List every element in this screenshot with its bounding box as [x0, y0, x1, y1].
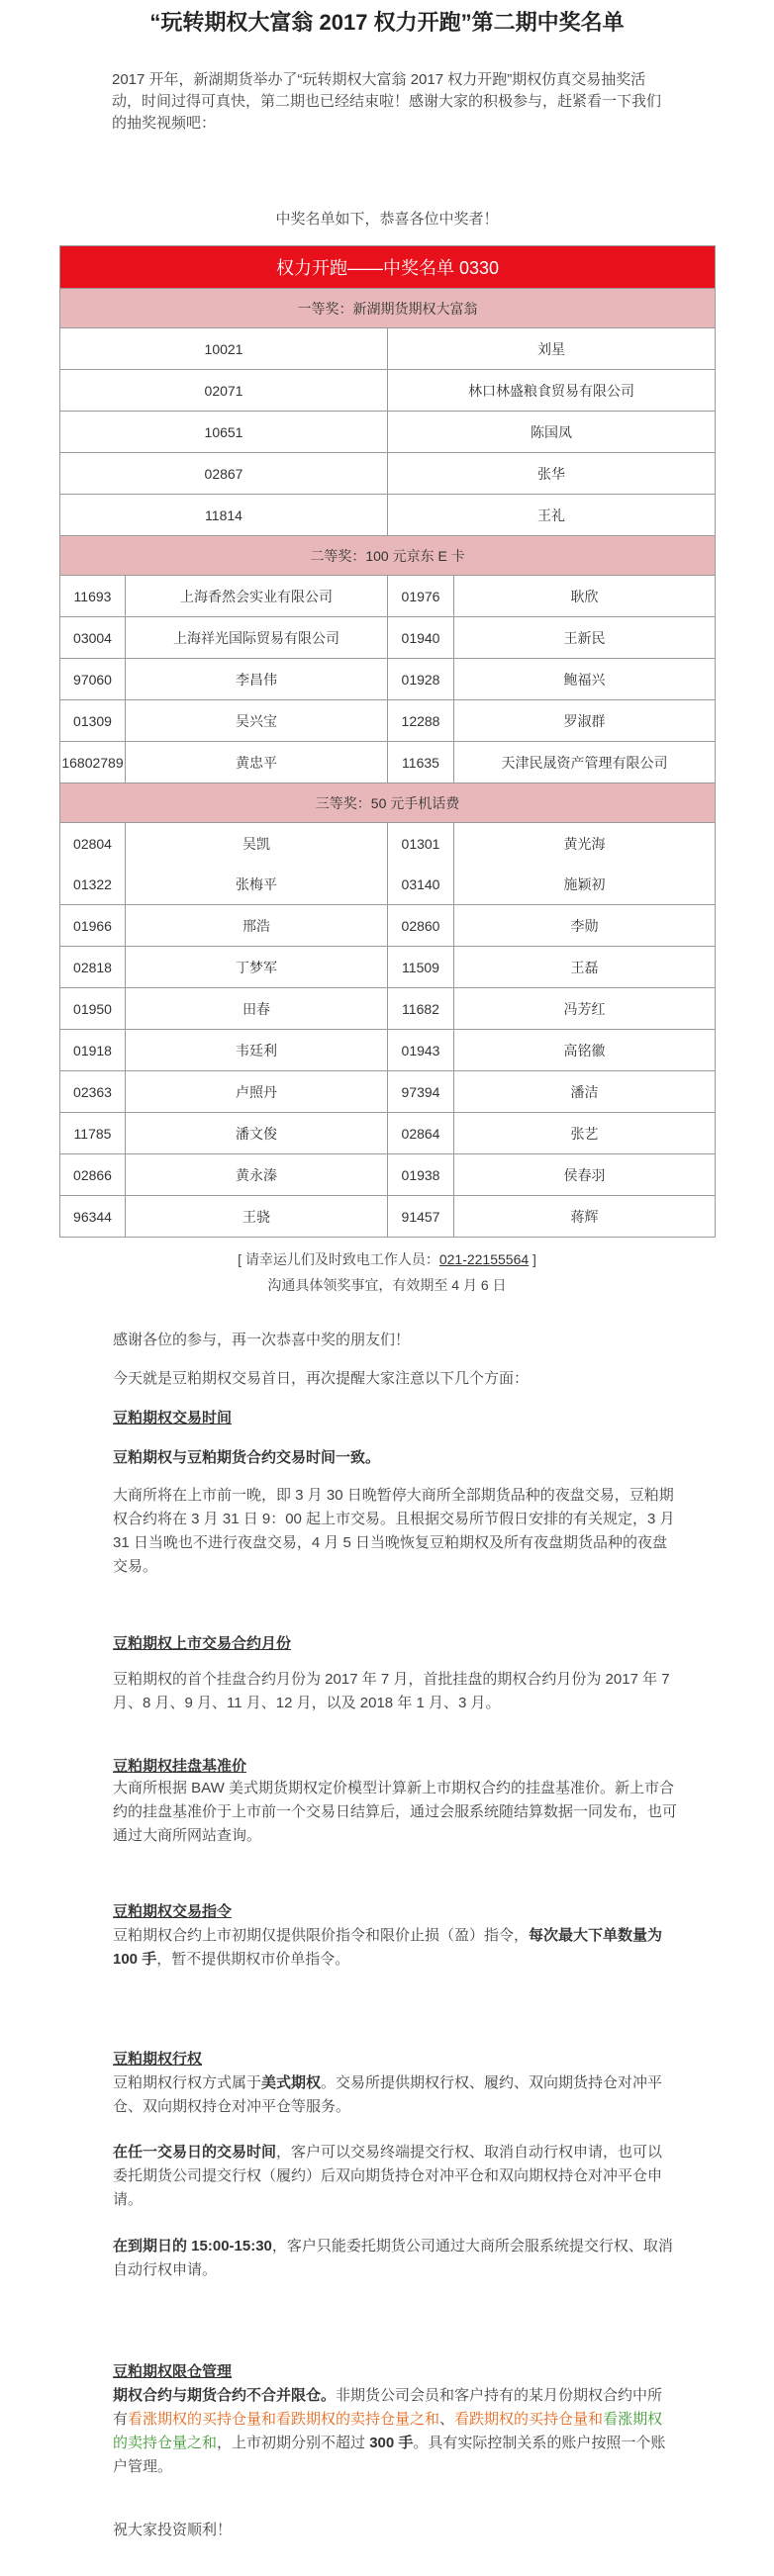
winner-id: 01938 [388, 1154, 454, 1196]
winner-name: 高铭徽 [454, 1030, 716, 1071]
winner-id: 02071 [60, 370, 388, 412]
table-row [60, 617, 716, 659]
table-row [60, 412, 716, 453]
table-row [60, 495, 716, 536]
table-row [60, 1071, 716, 1113]
winner-id: 01301 [388, 823, 454, 865]
winner-name: 蒋辉 [454, 1196, 716, 1238]
winner-id: 02804 [60, 823, 126, 865]
thanks-text: 感谢各位的参与，再一次恭喜中奖的朋友们！ [113, 1332, 411, 1348]
winner-name: 李勋 [454, 905, 716, 947]
order-types-text-a: 豆粕期权合约上市初期仅提供限价指令和限价止损（盈）指令， [113, 1927, 530, 1944]
winner-id: 12288 [388, 700, 454, 742]
exercise-p2 [113, 2141, 677, 2212]
table-row [60, 864, 716, 905]
winner-id: 02864 [388, 1113, 454, 1154]
table-row [60, 453, 716, 495]
winner-id: 96344 [60, 1196, 126, 1238]
winner-name: 施颖初 [454, 864, 716, 905]
winner-name: 王礼 [388, 495, 716, 536]
winner-id: 03004 [60, 617, 126, 659]
winner-name: 潘洁 [454, 1071, 716, 1113]
table-row [60, 823, 716, 865]
section-title-exercise: 豆粕期权行权 [113, 2051, 203, 2068]
winner-id: 02818 [60, 947, 126, 988]
position-limit-red1: 看涨期权的买持仓量和看跌期权的卖持仓量之和 [128, 2411, 440, 2428]
position-limit-green: 看涨期权的卖持仓量之和 [113, 2411, 663, 2451]
winner-id: 10651 [60, 412, 388, 453]
winner-name: 李昌伟 [126, 659, 388, 700]
intro-paragraph: 2017 开年，新湖期货举办了“玩转期权大富翁 2017 权力开跑”期权仿真交易抽奖活动，时间过得可真快，第二期也已经结束啦！感谢大家的积极参与，赶紧看一下我们的抽奖视频吧： [112, 71, 662, 132]
winner-name: 黄永溱 [126, 1154, 388, 1196]
trading-time-text: 大商所将在上市前一晚，即 3 月 30 日晚暂停大商所全部期货品种的夜盘交易，豆粕期权合约将在 3 月 31 日 9：00 起上市交易。且根据交易所节假日安排的有关规定，3 月 31 日当晚也不进行夜盘交易，4 月 5 日当晚恢复豆粕期权及所有夜盘期货品种的夜盘交易。 [113, 1487, 675, 1575]
contract-months-text: 豆粕期权的首个挂盘合约月份为 2017 年 7 月，首批挂盘的期权合约月份为 2017 年 7 月、8 月、9 月、11 月、12 月，以及 2018 年 1 月、3 月。 [113, 1671, 670, 1711]
winner-id: 11509 [388, 947, 454, 988]
winner-id: 02866 [60, 1154, 126, 1196]
second-prize-label: 二等奖：100 元京东 E 卡 [60, 536, 716, 576]
base-price-text: 大商所根据 BAW 美式期货期权定价模型计算新上市期权合约的挂盘基准价。新上市合约的挂盘基准价于上市前一个交易日结算后，通过会服系统随结算数据一同发布，也可通过大商所网站查询。 [113, 1780, 678, 1844]
winner-name: 韦廷利 [126, 1030, 388, 1071]
winner-id: 01928 [388, 659, 454, 700]
winner-name: 耿欣 [454, 576, 716, 617]
winner-name: 卢照丹 [126, 1071, 388, 1113]
winner-id: 01322 [60, 864, 126, 905]
exercise-p1-b: 。交易所提供期权行权、履约、双向期货持仓对冲平仓、双向期权持仓对冲平仓等服务。 [113, 2074, 663, 2115]
winner-id: 02860 [388, 905, 454, 947]
today-text: 今天就是豆粕期权交易首日，再次提醒大家注意以下几个方面： [113, 1370, 530, 1387]
winner-name: 侯春羽 [454, 1154, 716, 1196]
position-limit-t1: 非期货公司会员和客户持有的某月份期权合约中所有 [113, 2387, 663, 2428]
winner-name: 邢浩 [126, 905, 388, 947]
table-row [60, 1154, 716, 1196]
winner-name: 陈国凤 [388, 412, 716, 453]
section-title-order-types: 豆粕期权交易指令 [113, 1903, 233, 1920]
winner-id: 11785 [60, 1113, 126, 1154]
winner-id: 01943 [388, 1030, 454, 1071]
position-limit-t4: 。具有实际控制关系的账户按照一个账户管理。 [113, 2435, 666, 2475]
table-header: 权力开跑——中奖名单 0330 [60, 246, 716, 289]
order-types-text [113, 1924, 677, 1972]
winner-id: 11693 [60, 576, 126, 617]
page-title: “玩转期权大富翁 2017 权力开跑”第二期中奖名单 [149, 10, 625, 35]
winner-name: 吴兴宝 [126, 700, 388, 742]
table-row [60, 1196, 716, 1238]
contact-prefix: [ 请幸运儿们及时致电工作人员： [238, 1251, 439, 1267]
exercise-p2-text: ，客户可以交易终端提交行权、取消自动行权申请，也可以委托期货公司提交行权（履约）后双向期货持仓对冲平仓和双向期权持仓对冲平仓申请。 [113, 2144, 663, 2208]
position-limit-red2: 看跌期权的买持仓量和 [454, 2411, 604, 2428]
winner-id: 97060 [60, 659, 126, 700]
winner-name: 上海祥光国际贸易有限公司 [126, 617, 388, 659]
exercise-p1-a: 豆粕期权行权方式属于 [113, 2074, 262, 2091]
contact-suffix: ] [529, 1251, 536, 1267]
position-limit-t3: ，上市初期分别不超过 [217, 2435, 370, 2451]
section-title-trading-time: 豆粕期权交易时间 [113, 1410, 233, 1426]
winner-id: 02867 [60, 453, 388, 495]
winner-name: 林口林盛粮食贸易有限公司 [388, 370, 716, 412]
winners-table [59, 245, 716, 1238]
table-row [60, 370, 716, 412]
contact-line [0, 1248, 774, 1270]
winner-id: 01918 [60, 1030, 126, 1071]
winner-name: 张艺 [454, 1113, 716, 1154]
contact-deadline: 沟通具体领奖事宜，有效期至 4 月 6 日 [267, 1277, 507, 1293]
winner-id: 01309 [60, 700, 126, 742]
winner-name: 罗淑群 [454, 700, 716, 742]
table-row [60, 576, 716, 617]
order-types-text-b: ，暂不提供期权市价单指令。 [156, 1951, 350, 1968]
winner-name: 上海香然会实业有限公司 [126, 576, 388, 617]
exercise-p3 [113, 2235, 677, 2282]
position-limit-t2: 、 [439, 2411, 455, 2428]
winner-id: 01976 [388, 576, 454, 617]
winner-name: 鲍福兴 [454, 659, 716, 700]
winner-id: 91457 [388, 1196, 454, 1238]
trading-time-bold: 豆粕期权与豆粕期货合约交易时间一致。 [113, 1449, 381, 1466]
contact-phone[interactable]: 021-22155564 [438, 1251, 530, 1267]
winner-id: 11682 [388, 988, 454, 1030]
winner-name: 丁梦军 [126, 947, 388, 988]
table-row [60, 659, 716, 700]
exercise-p2-bold: 在任一交易日的交易时间 [113, 2144, 277, 2161]
winner-id: 02363 [60, 1071, 126, 1113]
table-row [60, 947, 716, 988]
winner-id: 01950 [60, 988, 126, 1030]
section-title-position-limit: 豆粕期权限仓管理 [113, 2363, 233, 2380]
winner-id: 97394 [388, 1071, 454, 1113]
table-row [60, 1113, 716, 1154]
exercise-p3-text: ，客户只能委托期货公司通过大商所会服系统提交行权、取消自动行权申请。 [113, 2238, 673, 2278]
winner-id: 16802789 [60, 742, 126, 783]
closing-text: 祝大家投资顺利！ [113, 2522, 233, 2538]
position-limit-bold: 期权合约与期货合约不合并限仓。 [113, 2387, 337, 2404]
winner-name: 王骁 [126, 1196, 388, 1238]
exercise-p1-bold: 美式期权 [261, 2074, 322, 2091]
winner-name: 王磊 [454, 947, 716, 988]
table-row [60, 328, 716, 370]
winner-name: 黄忠平 [126, 742, 388, 783]
exercise-p1 [113, 2071, 677, 2119]
position-limit-bold2: 300 手 [369, 2435, 414, 2451]
winner-name: 王新民 [454, 617, 716, 659]
winner-name: 黄光海 [454, 823, 716, 865]
winner-id: 11814 [60, 495, 388, 536]
table-row [60, 1030, 716, 1071]
winner-name: 潘文俊 [126, 1113, 388, 1154]
first-prize-label: 一等奖：新湖期货期权大富翁 [60, 289, 716, 328]
exercise-p3-bold: 在到期日的 15:00-15:30 [113, 2238, 272, 2254]
winner-name: 天津民晟资产管理有限公司 [454, 742, 716, 783]
table-row [60, 905, 716, 947]
third-prize-label: 三等奖：50 元手机话费 [60, 783, 716, 823]
order-types-bold: 每次最大下单数量为 100 手 [113, 1927, 663, 1968]
winner-name: 田春 [126, 988, 388, 1030]
section-title-contract-months: 豆粕期权上市交易合约月份 [113, 1635, 292, 1652]
table-row [60, 742, 716, 783]
winners-intro: 中奖名单如下，恭喜各位中奖者！ [275, 211, 499, 228]
winner-id: 01966 [60, 905, 126, 947]
section-title-base-price: 豆粕期权挂盘基准价 [113, 1758, 247, 1775]
position-limit-text [113, 2384, 677, 2479]
winner-name: 冯芳红 [454, 988, 716, 1030]
winner-id: 10021 [60, 328, 388, 370]
winner-name: 刘星 [388, 328, 716, 370]
winner-id: 01940 [388, 617, 454, 659]
table-row [60, 988, 716, 1030]
winner-id: 11635 [388, 742, 454, 783]
winner-name: 吴凯 [126, 823, 388, 865]
winner-name: 张华 [388, 453, 716, 495]
table-row [60, 700, 716, 742]
winner-id: 03140 [388, 864, 454, 905]
winner-name: 张梅平 [126, 864, 388, 905]
